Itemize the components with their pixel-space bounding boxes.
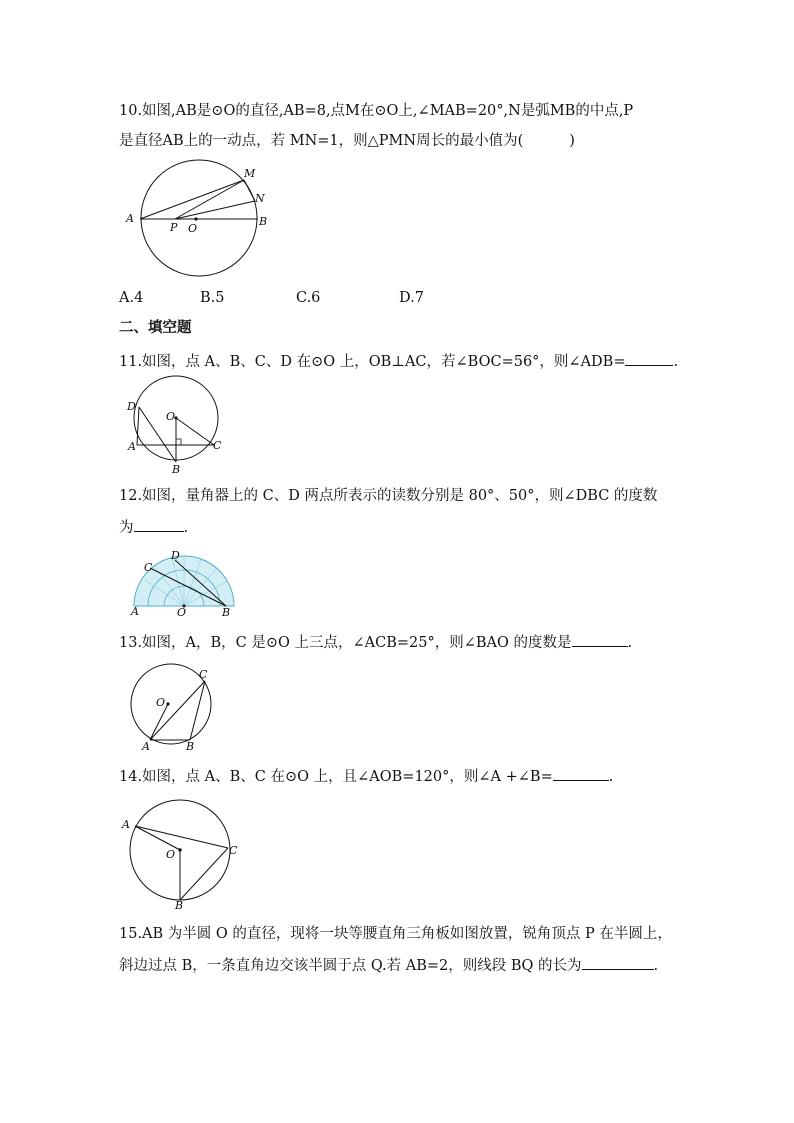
q10-label-m: M <box>244 167 256 180</box>
q13-label-o: O <box>156 696 166 709</box>
q14-text <box>119 766 613 787</box>
q15-text-end: . <box>653 958 659 974</box>
q14-answer-blank <box>553 766 609 781</box>
q11-label-o: O <box>166 410 176 423</box>
q11-label-a: A <box>128 440 136 453</box>
q10-figure <box>118 158 278 278</box>
q12-label-b: B <box>222 606 231 619</box>
q12-label-c: C <box>144 561 153 574</box>
q14-label-a: A <box>122 818 130 831</box>
q10-choice-d: D.7 <box>399 290 424 306</box>
q13-label-b: B <box>186 740 195 753</box>
q13-text <box>119 632 632 653</box>
q12-text-line1: 12.如图，量角器上的 C、D 两点所表示的读数分别是 80°、50°，则∠DBC 的度数 <box>119 488 658 504</box>
q14-label-c: C <box>229 844 238 857</box>
q10-choice-b: B.5 <box>200 290 225 306</box>
q12-label-a: A <box>131 605 139 618</box>
q10-choices <box>119 288 424 308</box>
q13-text-end: . <box>627 635 633 651</box>
q13-text-body: 13.如图，A，B，C 是⊙O 上三点，∠ACB=25°，则∠BAO 的度数是 <box>119 635 572 651</box>
q10-label-o: O <box>188 222 198 235</box>
q10-text-line2-prefix: 是直径AB上的一动点，若 MN=1，则△PMN周长的最小值为( <box>119 133 524 149</box>
q10-label-b: B <box>259 215 268 228</box>
q10-label-p: P <box>170 221 178 234</box>
q15-answer-blank <box>582 955 654 970</box>
q11-text-end: . <box>673 354 679 370</box>
q14-text-end: . <box>608 769 614 785</box>
q13-answer-blank <box>572 632 628 647</box>
q10-text-line1: 10.如图,AB是⊙O的直径,AB=8,点M在⊙O上,∠MAB=20°,N是弧MB的中点,P <box>119 103 634 119</box>
q11-figure <box>124 374 224 474</box>
q10-text-line2 <box>119 131 575 151</box>
q10-label-n: N <box>255 192 265 205</box>
q15-text-line2-body: 斜边过点 B，一条直角边交该半圆于点 Q.若 AB=2，则线段 BQ 的长为 <box>119 958 582 974</box>
q11-label-d: D <box>127 400 136 413</box>
q15-text-line2 <box>119 955 658 976</box>
q11-label-b: B <box>172 463 181 474</box>
q10-choice-c: C.6 <box>296 290 321 306</box>
q11-text-body: 11.如图，点 A、B、C、D 在⊙O 上，OB⊥AC，若∠BOC=56°，则∠ADB= <box>119 354 626 370</box>
q12-figure-protractor <box>126 546 242 620</box>
q13-label-a: A <box>142 740 150 753</box>
q12-label-o: O <box>177 606 187 619</box>
q13-label-c: C <box>199 668 208 681</box>
q11-answer-blank <box>625 351 673 366</box>
q14-label-b: B <box>175 899 184 910</box>
q10-text-line2-suffix: ) <box>569 133 575 149</box>
q12-text-line2 <box>119 517 188 538</box>
q11-text <box>119 351 678 372</box>
q14-label-o: O <box>166 848 176 861</box>
q12-text-line2-body: 为 <box>119 520 134 536</box>
q12-text-end: . <box>183 520 189 536</box>
q13-figure <box>128 662 216 754</box>
q14-text-body: 14.如图，点 A、B、C 在⊙O 上，且∠AOB=120°，则∠A +∠B= <box>119 769 553 785</box>
q14-figure <box>118 796 242 910</box>
q12-answer-blank <box>134 517 184 532</box>
q10-choice-a: A.4 <box>119 290 144 306</box>
q12-label-d: D <box>171 549 180 562</box>
q15-text-line1: 15.AB 为半圆 O 的直径，现将一块等腰直角三角板如图放置，锐角顶点 P 在半圆上， <box>119 926 672 942</box>
q11-label-c: C <box>213 439 222 452</box>
section-title-fill-in: 二、填空题 <box>119 320 192 336</box>
q10-label-a: A <box>126 212 134 225</box>
